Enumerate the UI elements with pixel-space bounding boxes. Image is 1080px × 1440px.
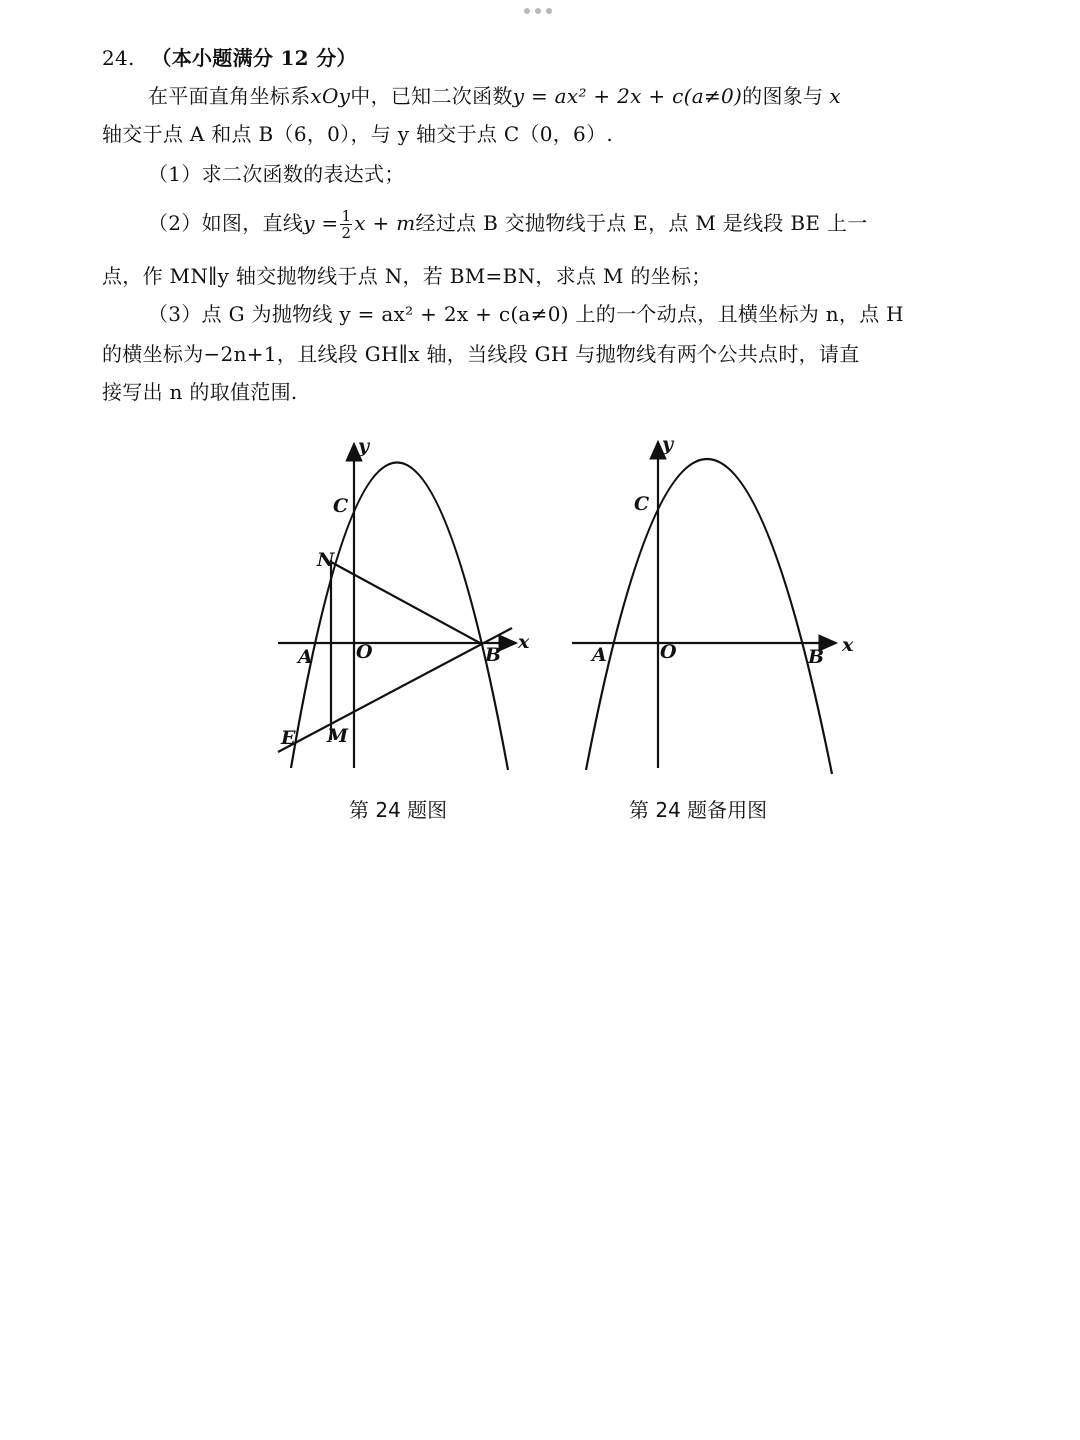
part2-text: （2）如图，直线	[148, 211, 304, 235]
intro-var: x	[829, 84, 841, 108]
intro-line-2: 轴交于点 A 和点 B（6，0），与 y 轴交于点 C（0，6）.	[102, 122, 614, 146]
line-BE	[278, 628, 512, 752]
label-B: B	[485, 644, 502, 666]
intro-var: xOy	[310, 84, 351, 108]
label-x: x	[842, 634, 854, 656]
figure-left	[278, 444, 516, 770]
label-N: N	[317, 549, 335, 571]
figure-left-labels	[280, 435, 530, 749]
figure-right	[572, 442, 836, 774]
label-A: A	[298, 646, 313, 668]
label-B: B	[808, 646, 825, 668]
parabola	[586, 459, 832, 774]
part-2-line-2: 点，作 MN∥y 轴交抛物线于点 N，若 BM=BN，求点 M 的坐标；	[102, 264, 712, 288]
part2-formula: x + m	[354, 211, 416, 235]
label-O: O	[660, 641, 677, 663]
label-C: C	[634, 493, 650, 515]
intro-text: 在平面直角坐标系	[148, 84, 311, 108]
part-3-line-2: 的横坐标为−2n+1，且线段 GH∥x 轴，当线段 GH 与抛物线有两个公共点时，请直	[102, 342, 860, 366]
part2-formula: y =	[303, 211, 339, 235]
part2-text: 经过点 B 交抛物线于点 E，点 M 是线段 BE 上一	[415, 211, 868, 235]
label-y: y	[358, 435, 370, 457]
label-M: M	[327, 725, 349, 747]
label-O: O	[356, 641, 373, 663]
figure-left-caption: 第 24 题图	[349, 798, 448, 822]
intro-formula: y = ax² + 2x + c(a≠0)	[512, 84, 743, 108]
label-A: A	[592, 644, 607, 666]
fraction-denominator: 2	[341, 224, 352, 242]
label-x: x	[518, 631, 530, 653]
part-1: （1）求二次函数的表达式；	[148, 162, 405, 186]
part-3-line-3: 接写出 n 的取值范围.	[102, 380, 298, 404]
problem-number: 24.	[102, 46, 135, 70]
intro-text: 的图象与	[742, 84, 824, 108]
fraction-numerator: 1	[341, 207, 352, 225]
label-E: E	[281, 727, 296, 749]
problem-score: （本小题满分 12 分）	[151, 46, 357, 70]
intro-text: 中，已知二次函数	[350, 84, 513, 108]
label-C: C	[333, 495, 349, 517]
label-y: y	[662, 433, 674, 455]
part-3-line-1: （3）点 G 为抛物线 y = ax² + 2x + c(a≠0) 上的一个动点，且横坐标为 n，点 H	[148, 302, 904, 326]
figure-right-labels	[590, 433, 854, 668]
figure-right-caption: 第 24 题备用图	[629, 798, 768, 822]
parabola	[291, 462, 508, 770]
